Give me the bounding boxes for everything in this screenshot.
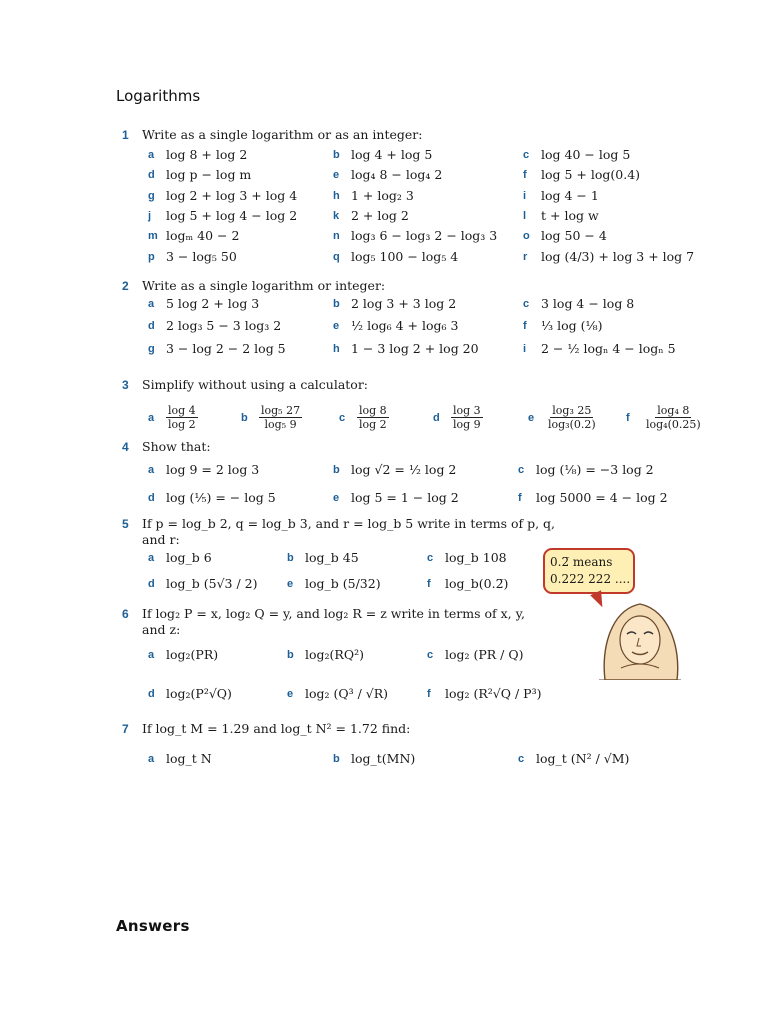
question-7-text: If log_t M = 1.29 and log_t N² = 1.72 find: — [142, 721, 411, 736]
part-label: c — [339, 411, 346, 424]
expression: log 2 + log 3 + log 4 — [166, 188, 298, 203]
expression: log √2 = ½ log 2 — [351, 462, 457, 477]
question-4-part-d — [148, 490, 276, 505]
answers-heading: Answers — [116, 917, 190, 935]
part-label: d — [148, 687, 155, 700]
expression: log_t(MN) — [351, 751, 416, 766]
expression: log 8 + log 2 — [166, 147, 248, 162]
question-2-part-d — [148, 318, 281, 333]
expression: log₂(RQ²) — [305, 647, 364, 662]
expression: 2 + log 2 — [351, 208, 409, 223]
part-label: g — [148, 342, 155, 355]
question-6-part-f — [427, 686, 541, 701]
question-1-part-h — [333, 188, 414, 203]
question-5-part-a — [148, 550, 212, 565]
question-7-part-c — [518, 751, 629, 766]
question-6-part-c — [427, 647, 524, 662]
expression: log₃ 6 − log₃ 2 − log₃ 3 — [351, 228, 498, 243]
recurring-decimal-callout — [543, 548, 635, 594]
part-label: d — [148, 491, 155, 504]
expression: 3 log 4 − log 8 — [541, 296, 635, 311]
fraction-expression — [259, 404, 302, 431]
part-label: g — [148, 189, 155, 202]
part-label: c — [427, 551, 434, 564]
expression: log_b (5/32) — [305, 576, 381, 591]
numerator: log 4 — [168, 404, 196, 417]
expression: log 40 − log 5 — [541, 147, 631, 162]
question-5-part-d — [148, 576, 258, 591]
fraction-expression — [644, 404, 703, 431]
part-label: f — [427, 577, 431, 590]
part-label: a — [148, 148, 155, 161]
expression: log 5000 = 4 − log 2 — [536, 490, 668, 505]
question-2-part-b — [333, 296, 456, 311]
part-label: d — [433, 411, 440, 424]
question-2-part-a — [148, 296, 259, 311]
part-label: b — [333, 148, 340, 161]
question-6-part-d — [148, 686, 232, 701]
denominator: log₅ 9 — [264, 418, 297, 431]
part-label: d — [148, 168, 155, 181]
expression: ⅓ log (⅛) — [541, 318, 603, 333]
part-label: b — [333, 463, 340, 476]
expression: 2 − ½ logₙ 4 − logₙ 5 — [541, 341, 676, 356]
part-label: i — [523, 342, 527, 355]
question-2-part-h — [333, 341, 479, 356]
expression: t + log w — [541, 208, 599, 223]
expression: log 5 = 1 − log 2 — [351, 490, 459, 505]
question-7-number: 7 — [122, 722, 129, 736]
expression: log₂(P²√Q) — [166, 686, 232, 701]
part-label: b — [333, 752, 340, 765]
question-4-part-f — [518, 490, 668, 505]
numerator: log₄ 8 — [657, 404, 690, 417]
expression: log_b 108 — [445, 550, 507, 565]
part-label: c — [518, 752, 525, 765]
expression: log₂ (PR / Q) — [445, 647, 524, 662]
part-label: o — [523, 229, 530, 242]
expression: logₘ 40 − 2 — [166, 228, 240, 243]
question-2-part-e — [333, 318, 458, 333]
question-6-line1: If log₂ P = x, log₂ Q = y, and log₂ R = z write in terms of x, y, — [142, 606, 526, 621]
expression: log (4/3) + log 3 + log 7 — [541, 249, 695, 264]
part-label: n — [333, 229, 340, 242]
fraction-expression — [166, 404, 198, 431]
question-3-part-f — [626, 404, 703, 431]
question-4-part-c — [518, 462, 654, 477]
denominator: log 9 — [453, 418, 481, 431]
question-5-part-e — [287, 576, 381, 591]
part-label: r — [523, 250, 528, 263]
question-1-part-j — [148, 208, 297, 223]
question-2-number: 2 — [122, 279, 129, 293]
part-label: d — [148, 319, 155, 332]
part-label: p — [148, 250, 155, 263]
part-label: e — [333, 168, 340, 181]
question-1-part-b — [333, 147, 432, 162]
question-3-part-c — [339, 404, 389, 431]
part-label: i — [523, 189, 527, 202]
question-1-part-o — [523, 228, 607, 243]
expression: 5 log 2 + log 3 — [166, 296, 260, 311]
expression: log₅ 100 − log₅ 4 — [351, 249, 459, 264]
part-label: h — [333, 342, 340, 355]
question-5-part-c — [427, 550, 507, 565]
expression: ½ log₆ 4 + log₆ 3 — [351, 318, 459, 333]
part-label: b — [287, 551, 294, 564]
denominator: log 2 — [168, 418, 196, 431]
part-label: b — [241, 411, 248, 424]
part-label: a — [148, 463, 155, 476]
question-6-part-a — [148, 647, 218, 662]
expression: log 4 − 1 — [541, 188, 599, 203]
part-label: e — [333, 491, 340, 504]
part-label: b — [287, 648, 294, 661]
expression: 2 log₃ 5 − 3 log₃ 2 — [166, 318, 282, 333]
expression: log₄ 8 − log₄ 2 — [351, 167, 443, 182]
part-label: e — [333, 319, 340, 332]
question-6-number: 6 — [122, 607, 129, 621]
expression: log 4 + log 5 — [351, 147, 433, 162]
expression: log₂ (Q³ / √R) — [305, 686, 389, 701]
question-4-part-b — [333, 462, 456, 477]
question-1-part-n — [333, 228, 497, 243]
question-2-part-f — [523, 318, 602, 333]
question-7-part-a — [148, 751, 212, 766]
denominator: log₃(0.2) — [548, 418, 596, 431]
question-6-part-e — [287, 686, 388, 701]
expression: log_t (N² / √M) — [536, 751, 630, 766]
question-5-line2: and r: — [142, 532, 180, 547]
question-1-part-a — [148, 147, 247, 162]
expression: log 5 + log(0.4) — [541, 167, 641, 182]
question-5-part-b — [287, 550, 359, 565]
question-5-line1: If p = log_b 2, q = log_b 3, and r = log_b 5 write in terms of p, q, — [142, 516, 556, 531]
callout-line-1: 0.2̅ means — [550, 555, 613, 569]
expression: log₂(PR) — [166, 647, 219, 662]
question-3-part-e — [528, 404, 598, 431]
part-label: d — [148, 577, 155, 590]
part-label: f — [518, 491, 522, 504]
part-label: c — [518, 463, 525, 476]
expression: log (⅛) = −3 log 2 — [536, 462, 654, 477]
fraction-expression — [546, 404, 598, 431]
question-4-part-a — [148, 462, 259, 477]
question-1-part-e — [333, 167, 442, 182]
question-1-part-d — [148, 167, 251, 182]
expression: 1 − 3 log 2 + log 20 — [351, 341, 479, 356]
expression: 1 + log₂ 3 — [351, 188, 414, 203]
question-1-part-m — [148, 228, 239, 243]
expression: log (⅕) = − log 5 — [166, 490, 276, 505]
part-label: c — [427, 648, 434, 661]
question-3-text: Simplify without using a calculator: — [142, 377, 369, 392]
expression: 3 − log₅ 50 — [166, 249, 237, 264]
part-label: l — [523, 209, 527, 222]
numerator: log₅ 27 — [261, 404, 301, 417]
callout-line-2: 0.222 222 .... — [550, 572, 631, 586]
part-label: a — [148, 297, 155, 310]
numerator: log 8 — [359, 404, 387, 417]
part-label: a — [148, 411, 155, 424]
question-2-text: Write as a single logarithm or integer: — [142, 278, 386, 293]
expression: log_b 6 — [166, 550, 212, 565]
question-1-part-q — [333, 249, 458, 264]
expression: log p − log m — [166, 167, 252, 182]
question-7-part-b — [333, 751, 415, 766]
page-title: Logarithms — [116, 87, 201, 105]
question-4-number: 4 — [122, 440, 129, 454]
expression: log 9 = 2 log 3 — [166, 462, 260, 477]
question-3-number: 3 — [122, 378, 129, 392]
part-label: e — [528, 411, 535, 424]
denominator: log₄(0.25) — [646, 418, 701, 431]
expression: log_b (5√3 / 2) — [166, 576, 258, 591]
hooded-person-icon — [597, 598, 683, 680]
question-1-part-l — [523, 208, 599, 223]
fraction-expression — [357, 404, 389, 431]
numerator: log₃ 25 — [552, 404, 592, 417]
part-label: c — [523, 297, 530, 310]
part-label: f — [523, 168, 527, 181]
question-3-part-d — [433, 404, 483, 431]
part-label: f — [523, 319, 527, 332]
part-label: a — [148, 551, 155, 564]
question-1-part-i — [523, 188, 599, 203]
expression: log₂ (R²√Q / P³) — [445, 686, 542, 701]
question-2-part-g — [148, 341, 286, 356]
expression: log_b 45 — [305, 550, 359, 565]
expression: 2 log 3 + 3 log 2 — [351, 296, 457, 311]
question-6-line2: and z: — [142, 622, 181, 637]
question-1-text: Write as a single logarithm or as an integer: — [142, 127, 423, 142]
expression: 3 − log 2 − 2 log 5 — [166, 341, 286, 356]
part-label: m — [148, 229, 158, 242]
part-label: j — [148, 209, 152, 222]
expression: log 5 + log 4 − log 2 — [166, 208, 298, 223]
numerator: log 3 — [453, 404, 481, 417]
question-3-part-b — [241, 404, 302, 431]
part-label: e — [287, 577, 294, 590]
part-label: b — [333, 297, 340, 310]
expression: log_t N — [166, 751, 212, 766]
question-5-number: 5 — [122, 517, 129, 531]
part-label: f — [427, 687, 431, 700]
question-1-number: 1 — [122, 128, 129, 142]
question-1-part-p — [148, 249, 237, 264]
question-1-part-r — [523, 249, 694, 264]
part-label: a — [148, 648, 155, 661]
question-6-part-b — [287, 647, 364, 662]
question-4-text: Show that: — [142, 439, 211, 454]
question-1-part-c — [523, 147, 630, 162]
part-label: a — [148, 752, 155, 765]
part-label: h — [333, 189, 340, 202]
expression: log_b(0.2̅) — [445, 576, 509, 591]
question-1-part-f — [523, 167, 640, 182]
part-label: k — [333, 209, 340, 222]
part-label: c — [523, 148, 530, 161]
question-2-part-c — [523, 296, 634, 311]
part-label: e — [287, 687, 294, 700]
question-1-part-k — [333, 208, 409, 223]
question-2-part-i — [523, 341, 676, 356]
question-4-part-e — [333, 490, 459, 505]
part-label: q — [333, 250, 340, 263]
part-label: f — [626, 411, 630, 424]
question-3-part-a — [148, 404, 198, 431]
denominator: log 2 — [359, 418, 387, 431]
question-1-part-g — [148, 188, 297, 203]
expression: log 50 − 4 — [541, 228, 607, 243]
question-5-part-f — [427, 576, 508, 591]
fraction-expression — [451, 404, 483, 431]
